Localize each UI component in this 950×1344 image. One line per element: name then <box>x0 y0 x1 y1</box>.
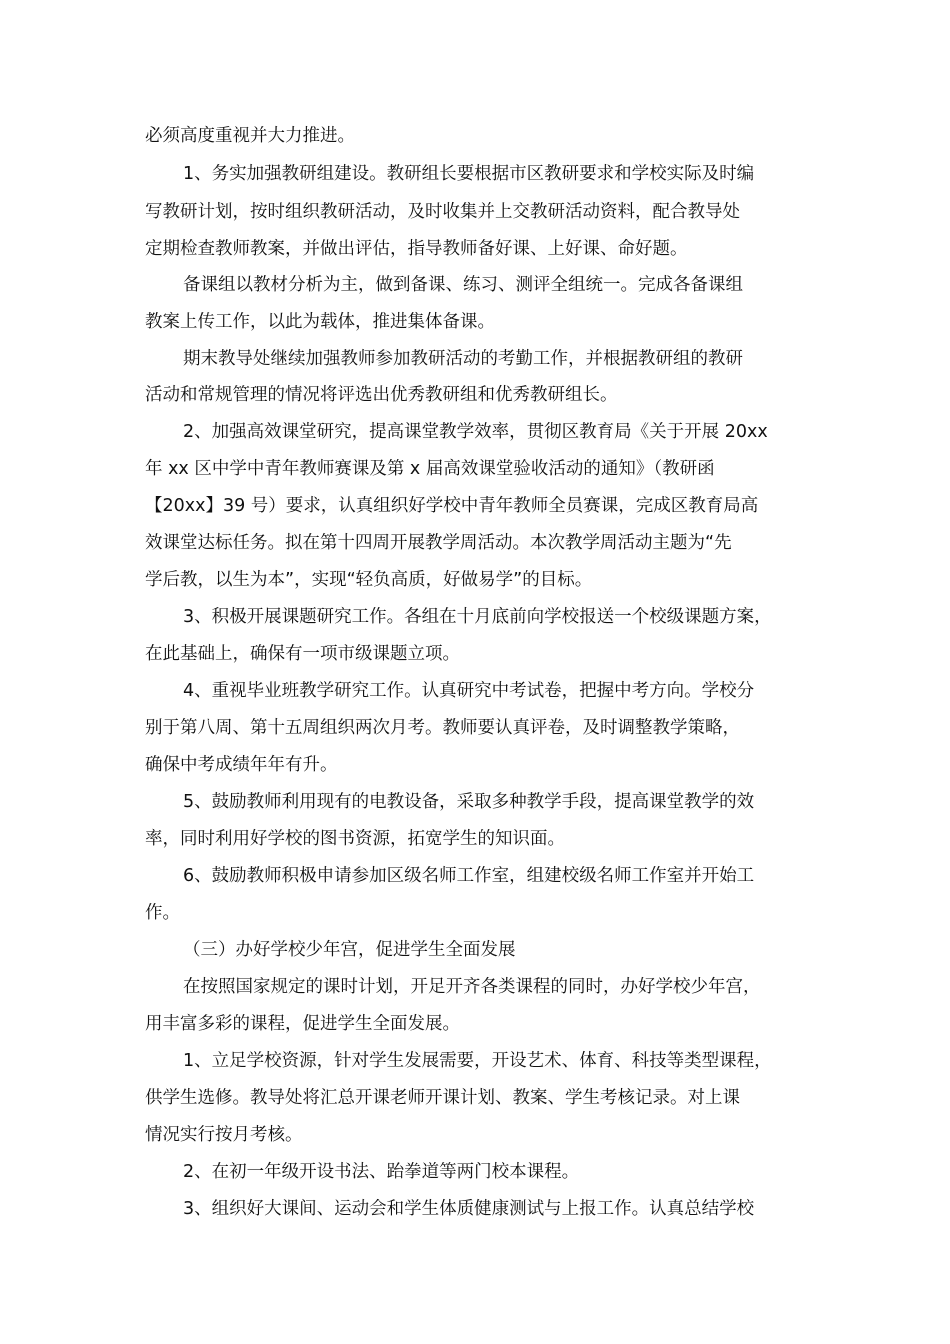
text-line: 1、务实加强教研组建设。教研组长要根据市区教研要求和学校实际及时编 <box>183 164 755 184</box>
text-line: 3、积极开展课题研究工作。各组在十月底前向学校报送一个校级课题方案， <box>183 607 772 627</box>
text-line: 写教研计划，按时组织教研活动，及时收集并上交教研活动资料，配合教导处 <box>145 202 740 222</box>
text-line: 2、加强高效课堂研究，提高课堂教学效率，贯彻区教育局《关于开展 20xx <box>183 422 768 442</box>
text-line: 供学生选修。教导处将汇总开课老师开课计划、教案、学生考核记录。对上课 <box>145 1088 740 1108</box>
text-line: 5、鼓励教师利用现有的电教设备，采取多种教学手段，提高课堂教学的效 <box>183 792 755 812</box>
text-line: 6、鼓励教师积极申请参加区级名师工作室，组建校级名师工作室并开始工 <box>183 866 755 886</box>
text-line: 在此基础上，确保有一项市级课题立项。 <box>145 644 460 664</box>
text-line: 教案上传工作，以此为载体，推进集体备课。 <box>145 312 495 332</box>
text-line: 情况实行按月考核。 <box>145 1125 303 1145</box>
text-line: 效课堂达标任务。拟在第十四周开展教学周活动。本次教学周活动主题为“先 <box>145 533 732 553</box>
text-line: 率，同时利用好学校的图书资源，拓宽学生的知识面。 <box>145 829 565 849</box>
text-line: 确保中考成绩年年有升。 <box>145 755 338 775</box>
text-line: 2、在初一年级开设书法、跆拳道等两门校本课程。 <box>183 1162 580 1182</box>
text-line: 3、组织好大课间、运动会和学生体质健康测试与上报工作。认真总结学校 <box>183 1199 755 1219</box>
text-line: 备课组以教材分析为主，做到备课、练习、测评全组统一。完成各备课组 <box>183 275 743 295</box>
text-line: 活动和常规管理的情况将评选出优秀教研组和优秀教研组长。 <box>145 385 618 405</box>
text-line: 学后教，以生为本”，实现“轻负高质，好做易学”的目标。 <box>145 570 593 590</box>
section-heading: （三）办好学校少年宫，促进学生全面发展 <box>183 940 516 960</box>
text-line: 期末教导处继续加强教师参加教研活动的考勤工作，并根据教研组的教研 <box>183 349 743 369</box>
text-line: 4、重视毕业班教学研究工作。认真研究中考试卷，把握中考方向。学校分 <box>183 681 755 701</box>
text-line: 1、立足学校资源，针对学生发展需要，开设艺术、体育、科技等类型课程， <box>183 1051 772 1071</box>
text-line: 在按照国家规定的课时计划，开足开齐各类课程的同时，办好学校少年宫， <box>183 977 761 997</box>
text-line: 必须高度重视并大力推进。 <box>145 126 355 146</box>
text-line: 用丰富多彩的课程，促进学生全面发展。 <box>145 1014 460 1034</box>
text-line: 定期检查教师教案，并做出评估，指导教师备好课、上好课、命好题。 <box>145 239 688 259</box>
text-line: 别于第八周、第十五周组织两次月考。教师要认真评卷，及时调整教学策略， <box>145 718 740 738</box>
text-line: 作。 <box>145 903 180 923</box>
text-line: 【20xx】39 号）要求，认真组织好学校中青年教师全员赛课，完成区教育局高 <box>145 496 759 516</box>
text-line: 年 xx 区中学中青年教师赛课及第 x 届高效课堂验收活动的通知》（教研函 <box>145 459 715 479</box>
